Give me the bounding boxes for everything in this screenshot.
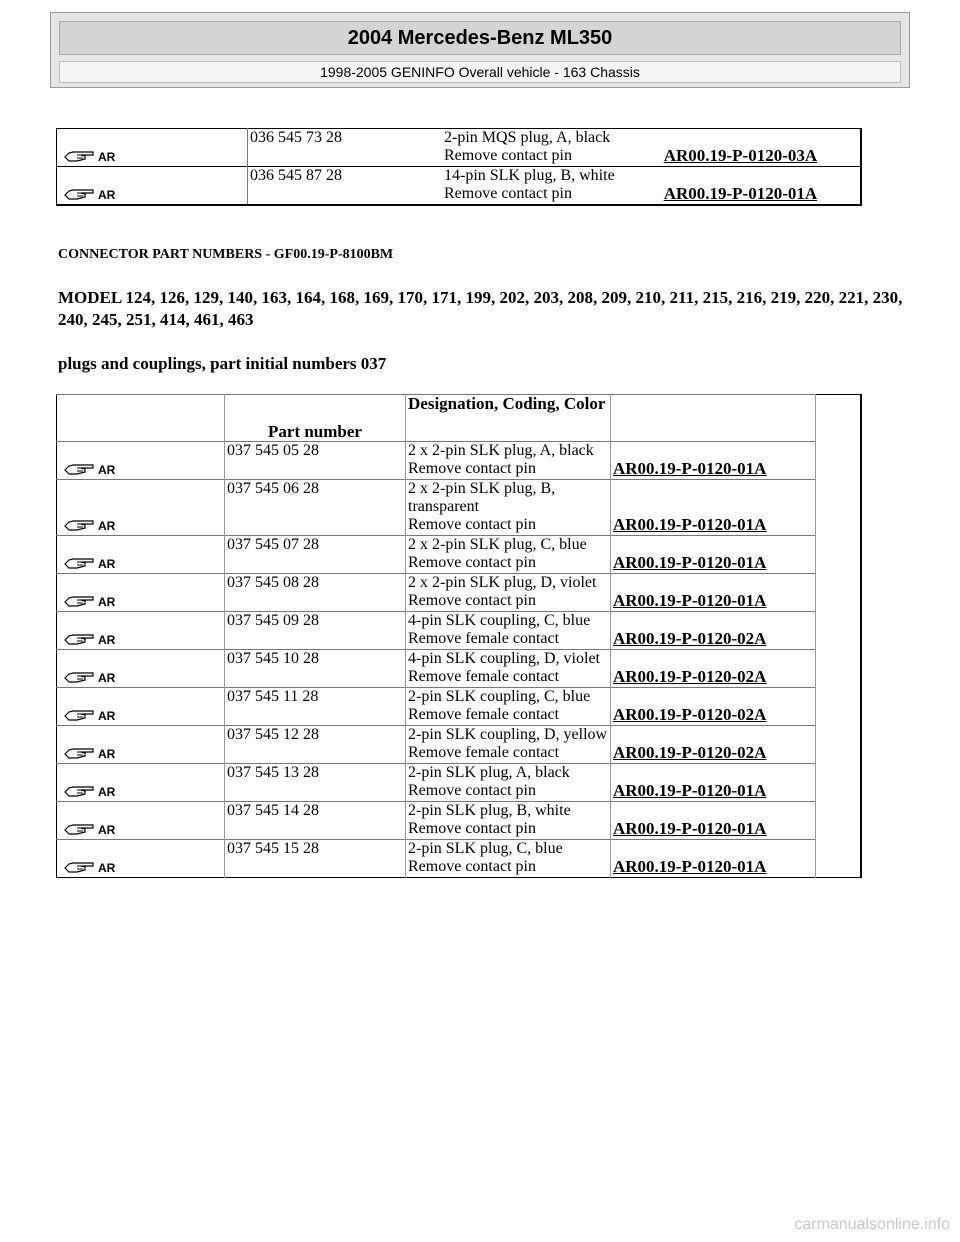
designation: 4-pin SLK coupling, D, violet (406, 650, 611, 669)
designation: 2 x 2-pin SLK plug, D, violet (406, 574, 611, 593)
svg-text:AR: AR (98, 709, 116, 723)
part-number: 037 545 08 28 (225, 574, 406, 612)
table-row (57, 480, 862, 517)
icon-cell (57, 726, 225, 764)
table-row (57, 802, 862, 821)
action: Remove female contact (406, 668, 611, 688)
ref-link-cell (611, 744, 816, 764)
ref-link[interactable]: AR00.19-P-0120-02A (613, 629, 767, 648)
designation: 2-pin SLK plug, A, black (406, 764, 611, 783)
designation: 2-pin SLK coupling, C, blue (406, 688, 611, 707)
table-row (57, 726, 862, 745)
table-row (57, 764, 862, 783)
svg-text:AR: AR (98, 861, 116, 875)
designation: 2-pin MQS plug, A, black (442, 129, 662, 148)
table-row (57, 574, 862, 593)
pointing-hand-icon[interactable] (63, 186, 127, 202)
designation: 4-pin SLK coupling, C, blue (406, 612, 611, 631)
part-number: 037 545 06 28 (225, 480, 406, 536)
header-part-number: Part number (225, 395, 406, 442)
pointing-hand-icon[interactable] (63, 517, 127, 533)
ref-link-cell (662, 185, 861, 205)
connector-table (56, 394, 862, 878)
part-number: 037 545 07 28 (225, 536, 406, 574)
pointing-hand-icon[interactable] (63, 707, 127, 723)
ref-link-cell (611, 630, 816, 650)
icon-cell (57, 536, 225, 574)
designation: 14-pin SLK plug, B, white (442, 167, 662, 186)
top-connector-table (56, 128, 862, 206)
pointing-hand-icon[interactable] (63, 148, 127, 164)
action: Remove contact pin (444, 147, 572, 164)
table-row (57, 129, 862, 148)
document-subtitle: 1998-2005 GENINFO Overall vehicle - 163 Chassis (59, 61, 901, 83)
ref-link[interactable]: AR00.19-P-0120-01A (613, 591, 767, 610)
part-number: 037 545 09 28 (225, 612, 406, 650)
part-number: 037 545 13 28 (225, 764, 406, 802)
action: Remove contact pin (444, 185, 572, 202)
part-number: 037 545 11 28 (225, 688, 406, 726)
action: Remove contact pin (406, 592, 611, 612)
model-list: MODEL 124, 126, 129, 140, 163, 164, 168, 169, 170, 171, 199, 202, 203, 208, 209, 210, 211, 215, 216, 219, 220, 221, 230, 240, 245, 251, 414, 461, 463 (58, 288, 903, 329)
ref-link-cell (611, 782, 816, 802)
table-row (57, 840, 862, 859)
ref-link[interactable]: AR00.19-P-0120-01A (613, 515, 767, 534)
designation: 2 x 2-pin SLK plug, A, black (406, 442, 611, 461)
action: Remove female contact (406, 706, 611, 726)
ref-link[interactable]: AR00.19-P-0120-01A (613, 781, 767, 800)
pointing-hand-icon[interactable] (63, 631, 127, 647)
pointing-hand-icon[interactable] (63, 555, 127, 571)
svg-text:AR: AR (98, 785, 116, 799)
svg-text:AR: AR (98, 150, 116, 164)
icon-cell (57, 167, 248, 206)
ref-link-cell (662, 147, 861, 167)
icon-cell (57, 650, 225, 688)
svg-text:AR: AR (98, 823, 116, 837)
icon-cell (57, 802, 225, 840)
action: Remove contact pin (406, 820, 611, 840)
designation: 2 x 2-pin SLK plug, B, transparent (406, 480, 611, 517)
pointing-hand-icon[interactable] (63, 669, 127, 685)
action: Remove contact pin (406, 460, 611, 480)
pointing-hand-icon[interactable] (63, 821, 127, 837)
icon-cell (57, 764, 225, 802)
part-number: 037 545 12 28 (225, 726, 406, 764)
pointing-hand-icon[interactable] (63, 461, 127, 477)
table-row (57, 442, 862, 461)
ref-link[interactable]: AR00.19-P-0120-01A (663, 184, 818, 203)
icon-cell (57, 129, 248, 167)
svg-text:AR: AR (98, 557, 116, 571)
part-number: 036 545 87 28 (248, 167, 443, 206)
ref-link-cell (611, 668, 816, 688)
ref-link-cell (611, 706, 816, 726)
ref-link[interactable]: AR00.19-P-0120-01A (613, 459, 767, 478)
ref-link-cell (611, 554, 816, 574)
ref-link[interactable]: AR00.19-P-0120-02A (613, 667, 767, 686)
table-row (57, 650, 862, 669)
svg-text:AR: AR (98, 595, 116, 609)
subheading: plugs and couplings, part initial numbers 037 (58, 354, 387, 373)
svg-text:AR: AR (98, 747, 116, 761)
designation: 2-pin SLK coupling, D, yellow (406, 726, 611, 745)
action: Remove contact pin (406, 554, 611, 574)
table-row (57, 536, 862, 555)
ref-link-cell (611, 858, 816, 878)
ref-link[interactable]: AR00.19-P-0120-02A (613, 705, 767, 724)
icon-cell (57, 442, 225, 480)
icon-cell (57, 612, 225, 650)
document-title: 2004 Mercedes-Benz ML350 (59, 21, 901, 55)
ref-link-cell (611, 516, 816, 536)
svg-text:AR: AR (98, 519, 116, 533)
designation: 2-pin SLK plug, B, white (406, 802, 611, 821)
ref-link[interactable]: AR00.19-P-0120-01A (613, 819, 767, 838)
designation: 2 x 2-pin SLK plug, C, blue (406, 536, 611, 555)
action: Remove contact pin (406, 782, 611, 802)
action: Remove female contact (406, 744, 611, 764)
action: Remove female contact (406, 630, 611, 650)
svg-text:AR: AR (98, 633, 116, 647)
watermark: carmanualsonline.info (794, 1216, 950, 1233)
icon-cell (57, 840, 225, 878)
table-row (57, 612, 862, 631)
svg-text:AR: AR (98, 671, 116, 685)
table-row (57, 167, 862, 186)
part-number: 036 545 73 28 (248, 129, 443, 167)
ref-link[interactable]: AR00.19-P-0120-01A (613, 553, 767, 572)
part-number: 037 545 10 28 (225, 650, 406, 688)
pointing-hand-icon[interactable] (63, 859, 127, 875)
part-number: 037 545 15 28 (225, 840, 406, 878)
action: Remove contact pin (406, 858, 611, 878)
svg-text:AR: AR (98, 463, 116, 477)
part-number: 037 545 05 28 (225, 442, 406, 480)
ref-link-cell (611, 820, 816, 840)
section-title: CONNECTOR PART NUMBERS - GF00.19-P-8100BM (58, 247, 394, 262)
ref-link-cell (611, 460, 816, 480)
document-header (50, 12, 910, 88)
ref-link[interactable]: AR00.19-P-0120-03A (663, 146, 818, 165)
svg-text:AR: AR (98, 188, 116, 202)
designation: 2-pin SLK plug, C, blue (406, 840, 611, 859)
header-designation: Designation, Coding, Color (406, 395, 611, 442)
pointing-hand-icon[interactable] (63, 593, 127, 609)
table-row (57, 688, 862, 707)
ref-link-cell (611, 592, 816, 612)
part-number: 037 545 14 28 (225, 802, 406, 840)
pointing-hand-icon[interactable] (63, 745, 127, 761)
ref-link[interactable]: AR00.19-P-0120-02A (613, 743, 767, 762)
icon-cell (57, 688, 225, 726)
icon-cell (57, 480, 225, 536)
table-header-row (57, 395, 862, 442)
icon-cell (57, 574, 225, 612)
action: Remove contact pin (406, 516, 611, 536)
pointing-hand-icon[interactable] (63, 783, 127, 799)
ref-link[interactable]: AR00.19-P-0120-01A (613, 857, 767, 876)
